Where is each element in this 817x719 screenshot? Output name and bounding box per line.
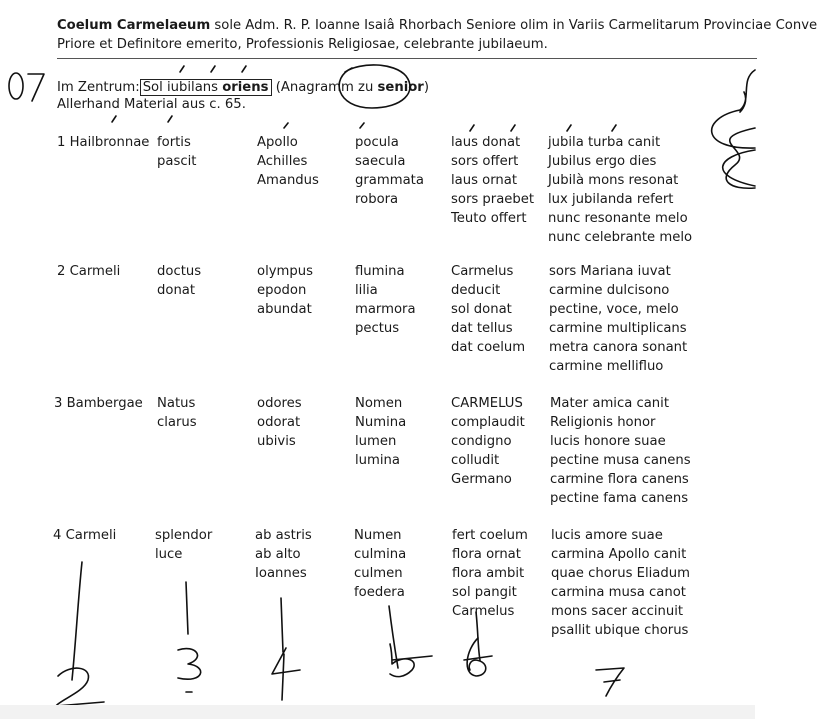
word-column-5 bbox=[451, 394, 525, 489]
word-entry: carmine dulcisono bbox=[549, 283, 670, 298]
word-entry: Carmelus bbox=[451, 264, 514, 279]
word-column-3 bbox=[255, 526, 312, 583]
word-entry: ab alto bbox=[255, 547, 301, 562]
handwritten-digit-3 bbox=[178, 649, 201, 692]
word-entry: Numen bbox=[354, 528, 402, 543]
handwritten-digit-4 bbox=[272, 648, 300, 700]
word-entry: pocula bbox=[355, 135, 399, 150]
word-column-6 bbox=[550, 394, 691, 508]
word-entry: flora ambit bbox=[452, 566, 525, 581]
word-entry: CARMELUS bbox=[451, 396, 523, 411]
word-entry: robora bbox=[355, 192, 399, 207]
word-entry: pascit bbox=[157, 154, 197, 169]
word-column-2 bbox=[155, 526, 212, 564]
word-entry: lilia bbox=[355, 283, 378, 298]
word-entry: saecula bbox=[355, 154, 406, 169]
word-entry: carmine multiplicans bbox=[549, 321, 687, 336]
word-entry: laus donat bbox=[451, 135, 521, 150]
word-entry: pectine musa canens bbox=[550, 453, 691, 468]
word-entry: pectus bbox=[355, 321, 400, 336]
word-entry: condigno bbox=[451, 434, 512, 449]
word-entry: Teuto offert bbox=[451, 211, 527, 226]
word-column-4 bbox=[355, 133, 424, 209]
word-entry: olympus bbox=[257, 264, 313, 279]
intro-line-2: Allerhand Material aus c. 65. bbox=[57, 97, 246, 112]
word-entry: ab astris bbox=[255, 528, 312, 543]
word-entry: flora ornat bbox=[452, 547, 521, 562]
margin-mark-07 bbox=[9, 73, 44, 101]
word-entry: donat bbox=[157, 283, 196, 298]
word-column-2 bbox=[157, 262, 201, 300]
word-entry: Amandus bbox=[257, 173, 319, 188]
word-entry: luce bbox=[155, 547, 183, 562]
word-column-4 bbox=[355, 394, 406, 470]
word-entry: Jubilà mons resonat bbox=[548, 173, 679, 188]
word-entry: carmine mellifluo bbox=[549, 359, 664, 374]
header-line-1 bbox=[57, 16, 817, 35]
header-title-bold: Coelum Carmelaeum bbox=[57, 18, 211, 33]
word-column-2 bbox=[157, 394, 197, 432]
word-entry: deducit bbox=[451, 283, 501, 298]
word-column-4 bbox=[355, 262, 416, 338]
word-entry: splendor bbox=[155, 528, 213, 543]
word-entry: Ioannes bbox=[255, 566, 307, 581]
group-label: 2 Carmeli bbox=[57, 264, 121, 279]
boxed-phrase-bold: oriens bbox=[222, 80, 269, 95]
word-entry: doctus bbox=[157, 264, 202, 279]
word-entry: metra canora sonant bbox=[549, 340, 688, 355]
word-entry: Germano bbox=[451, 472, 512, 487]
word-entry: carmina musa canot bbox=[551, 585, 686, 600]
intro-block bbox=[57, 79, 429, 113]
word-entry: pectine, voce, melo bbox=[549, 302, 679, 317]
boxed-phrase bbox=[140, 79, 272, 96]
word-entry: lucis honore suae bbox=[550, 434, 666, 449]
word-entry: nunc resonante melo bbox=[548, 211, 688, 226]
word-entry: Jubilus ergo dies bbox=[548, 154, 657, 169]
handwritten-digit-6 bbox=[464, 638, 492, 676]
word-entry: foedera bbox=[354, 585, 405, 600]
viewer-bottom-strip bbox=[0, 705, 755, 719]
word-entry: sol pangit bbox=[452, 585, 517, 600]
word-entry: nunc celebrante melo bbox=[548, 230, 693, 245]
word-column-5 bbox=[451, 133, 534, 228]
word-entry: Apollo bbox=[257, 135, 298, 150]
word-entry: fert coelum bbox=[452, 528, 528, 543]
word-entry: grammata bbox=[355, 173, 424, 188]
word-entry: lumen bbox=[355, 434, 397, 449]
word-entry: jubila turba canit bbox=[548, 135, 661, 150]
word-entry: complaudit bbox=[451, 415, 525, 430]
group-label: 1 Hailbronnae bbox=[57, 135, 150, 150]
header-title-rest: sole Adm. R. P. Ioanne Isaiâ Rhorbach Seniore olim in Variis Carmelitarum Provinciae Conve bbox=[210, 18, 817, 33]
word-entry: odores bbox=[257, 396, 302, 411]
boxed-phrase-plain: Sol iubilans bbox=[142, 80, 223, 95]
word-column-5 bbox=[452, 526, 528, 621]
intro-suffix: ) bbox=[423, 80, 429, 95]
word-entry: mons sacer accinuit bbox=[551, 604, 684, 619]
word-entry: psallit ubique chorus bbox=[551, 623, 689, 638]
word-entry: abundat bbox=[257, 302, 312, 317]
word-entry: Achilles bbox=[257, 154, 308, 169]
word-entry: clarus bbox=[157, 415, 197, 430]
word-entry: Mater amica canit bbox=[550, 396, 669, 411]
word-entry: laus ornat bbox=[451, 173, 518, 188]
intro-line-1 bbox=[57, 79, 429, 96]
word-column-3 bbox=[257, 262, 313, 319]
word-entry: Natus bbox=[157, 396, 196, 411]
group-label: 3 Bambergae bbox=[54, 396, 143, 411]
word-entry: epodon bbox=[257, 283, 307, 298]
word-entry: sol donat bbox=[451, 302, 512, 317]
word-column-2 bbox=[157, 133, 196, 171]
group-label: 4 Carmeli bbox=[53, 528, 117, 543]
word-entry: lux jubilanda refert bbox=[548, 192, 674, 207]
word-entry: Nomen bbox=[355, 396, 403, 411]
header-divider bbox=[57, 58, 757, 59]
word-column-5 bbox=[451, 262, 525, 357]
document-header bbox=[57, 16, 817, 54]
handwritten-digit-7 bbox=[596, 668, 624, 696]
word-entry: Numina bbox=[355, 415, 407, 430]
word-entry: carmine flora canens bbox=[550, 472, 689, 487]
word-entry: flumina bbox=[355, 264, 405, 279]
word-column-6 bbox=[548, 133, 692, 247]
word-entry: fortis bbox=[157, 135, 191, 150]
word-entry: culmina bbox=[354, 547, 407, 562]
word-entry: lucis amore suae bbox=[551, 528, 663, 543]
word-entry: marmora bbox=[355, 302, 416, 317]
word-entry: carmina Apollo canit bbox=[551, 547, 687, 562]
word-entry: Carmelus bbox=[452, 604, 515, 619]
word-entry: Religionis honor bbox=[550, 415, 656, 430]
circled-word: senior bbox=[377, 80, 424, 95]
word-entry: colludit bbox=[451, 453, 500, 468]
handwritten-digit-5 bbox=[390, 644, 432, 677]
word-column-3 bbox=[257, 394, 302, 451]
intro-middle: (Anagramm zu bbox=[271, 80, 378, 95]
word-column-6 bbox=[551, 526, 690, 640]
spiral-scribble bbox=[712, 70, 755, 188]
word-entry: pectine fama canens bbox=[550, 491, 689, 506]
word-column-6 bbox=[549, 262, 687, 376]
word-column-4 bbox=[354, 526, 406, 602]
word-entry: ubivis bbox=[257, 434, 296, 449]
header-line-2: Priore et Definitore emerito, Professionis Religiosae, celebrante jubilaeum. bbox=[57, 37, 548, 52]
word-column-3 bbox=[257, 133, 319, 190]
word-entry: dat coelum bbox=[451, 340, 526, 355]
word-entry: lumina bbox=[355, 453, 400, 468]
word-entry: sors Mariana iuvat bbox=[549, 264, 671, 279]
word-entry: dat tellus bbox=[451, 321, 513, 336]
word-entry: sors offert bbox=[451, 154, 519, 169]
word-entry: sors praebet bbox=[451, 192, 535, 207]
word-entry: quae chorus Eliadum bbox=[551, 566, 690, 581]
word-entry: odorat bbox=[257, 415, 301, 430]
word-entry: culmen bbox=[354, 566, 403, 581]
intro-prefix: Im Zentrum: bbox=[57, 80, 140, 95]
